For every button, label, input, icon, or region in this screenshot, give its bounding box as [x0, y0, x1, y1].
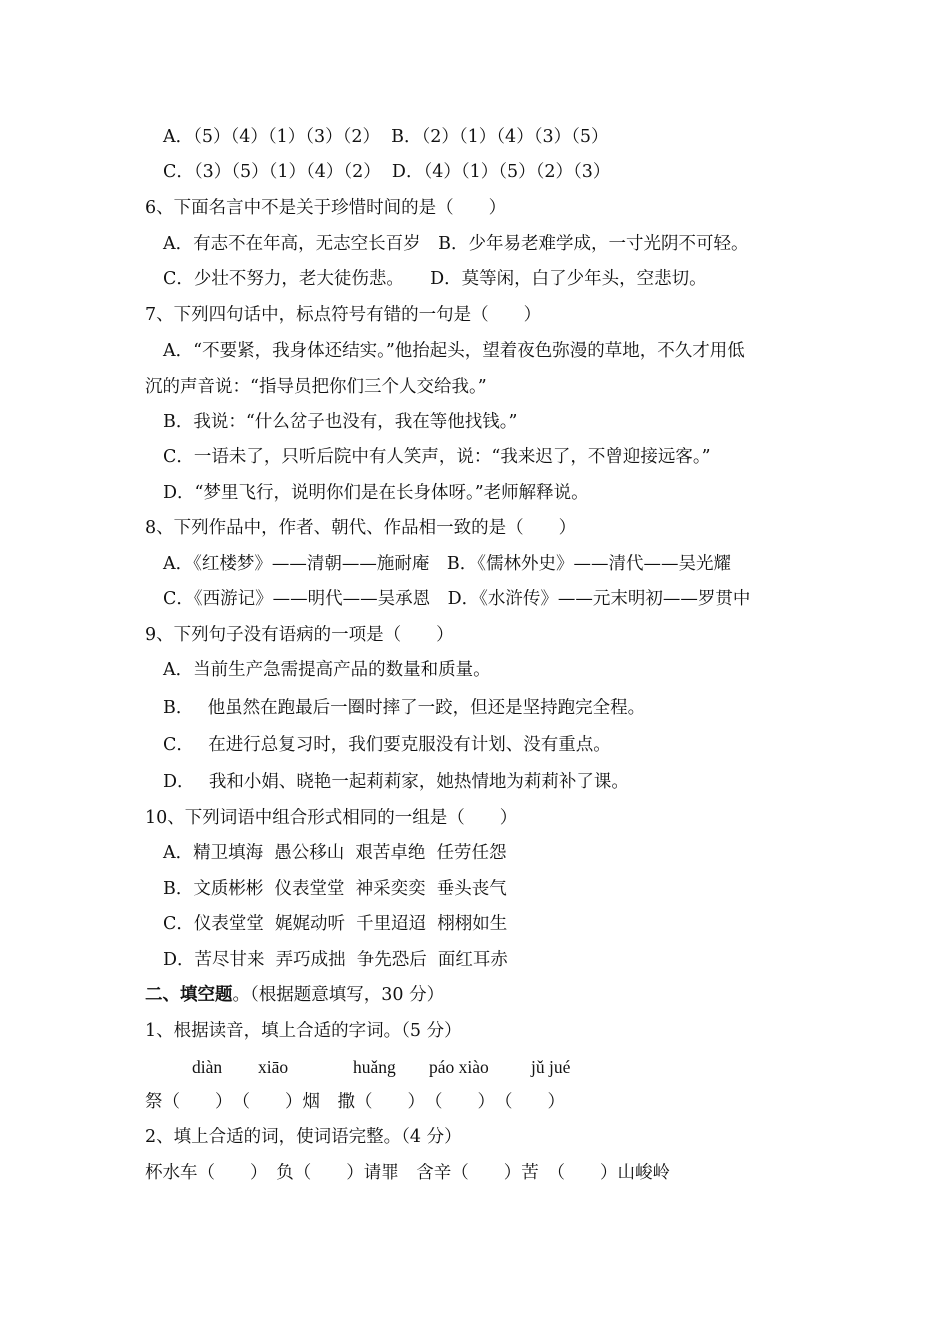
fill2-blanks: 杯水车（ ） 负（ ）请罪 含辛（ ）苦 （ ）山峻岭 — [145, 1163, 670, 1183]
q9-option-a: A．当前生产急需提高产品的数量和质量。 — [163, 660, 491, 680]
q9-stem: 9、下列句子没有语病的一项是（ ） — [145, 625, 454, 645]
q7-stem: 7、下列四句话中，标点符号有错的一句是（ ） — [145, 305, 542, 325]
q8-stem: 8、下列作品中，作者、朝代、作品相一致的是（ ） — [145, 518, 577, 538]
fill1-blanks: 祭（ ） （ ）烟 撒（ ） （ ） （ ） — [145, 1092, 565, 1112]
pinyin-xiao: xiāo — [258, 1057, 289, 1077]
q10-option-c: C．仪表堂堂 娓娓动听 千里迢迢 栩栩如生 — [163, 914, 508, 934]
fill2-stem: 2、填上合适的词，使词语完整。（4 分） — [145, 1127, 462, 1147]
pinyin-huang: huǎng — [353, 1057, 396, 1077]
q8-options-ab: A．《红楼梦》——清朝——施耐庵 B．《儒林外史》——清代——吴光耀 — [163, 554, 731, 574]
q7-option-a: A．“不要紧，我身体还结实。”他抬起头，望着夜色弥漫的草地，不久才用低 — [163, 341, 745, 361]
q7-option-c: C．一语未了，只听后院中有人笑声，说：“我来迟了，不曾迎接远客。” — [163, 447, 711, 467]
q10-option-b: B．文质彬彬 仪表堂堂 神采奕奕 垂头丧气 — [163, 879, 507, 899]
pinyin-pao-xiao: páo xiào — [429, 1057, 489, 1077]
q10-stem: 10、下列词语中组合形式相同的一组是（ ） — [145, 808, 518, 828]
q5-options-ab: A．（5）（4）（1）（3）（2） B．（2）（1）（4）（3）（5） — [163, 127, 609, 147]
q5-options-cd: C．（3）（5）（1）（4）（2） D．（4）（1）（5）（2）（3） — [163, 162, 611, 182]
q6-stem: 6、下面名言中不是关于珍惜时间的是（ ） — [145, 198, 507, 218]
q8-options-cd: C．《西游记》——明代——吴承恩 D．《水浒传》——元末明初——罗贯中 — [163, 589, 751, 609]
q7-option-b: B．我说：“什么岔子也没有，我在等他找钱。” — [163, 412, 518, 432]
q9-option-d: D． 我和小娟、晓艳一起莉莉家，她热情地为莉莉补了课。 — [163, 772, 629, 792]
section-2-heading — [145, 983, 444, 1007]
q6-options-cd: C．少壮不努力，老大徒伤悲。 D．莫等闲，白了少年头，空悲切。 — [163, 269, 707, 289]
section-2-note: 。（根据题意填写，30 分） — [232, 985, 445, 1005]
q7-option-a-continued: 沉的声音说：“指导员把你们三个人交给我。” — [145, 377, 487, 397]
fill1-stem: 1、根据读音，填上合适的字词。（5 分） — [145, 1021, 462, 1041]
q9-option-b: B． 他虽然在跑最后一圈时摔了一跤，但还是坚持跑完全程。 — [163, 698, 646, 718]
section-2-title: 二、填空题 — [145, 985, 233, 1005]
q10-option-d: D．苦尽甘来 弄巧成拙 争先恐后 面红耳赤 — [163, 950, 508, 970]
q9-option-c: C． 在进行总复习时，我们要克服没有计划、没有重点。 — [163, 735, 611, 755]
q7-option-d: D．“梦里飞行，说明你们是在长身体呀。”老师解释说。 — [163, 483, 589, 503]
q10-option-a: A．精卫填海 愚公移山 艰苦卓绝 任劳任怨 — [163, 843, 507, 863]
pinyin-dian: diàn — [192, 1057, 223, 1077]
q6-options-ab: A．有志不在年高，无志空长百岁 B．少年易老难学成，一寸光阴不可轻。 — [163, 234, 749, 254]
pinyin-ju-jue: jǔ jué — [531, 1057, 571, 1077]
